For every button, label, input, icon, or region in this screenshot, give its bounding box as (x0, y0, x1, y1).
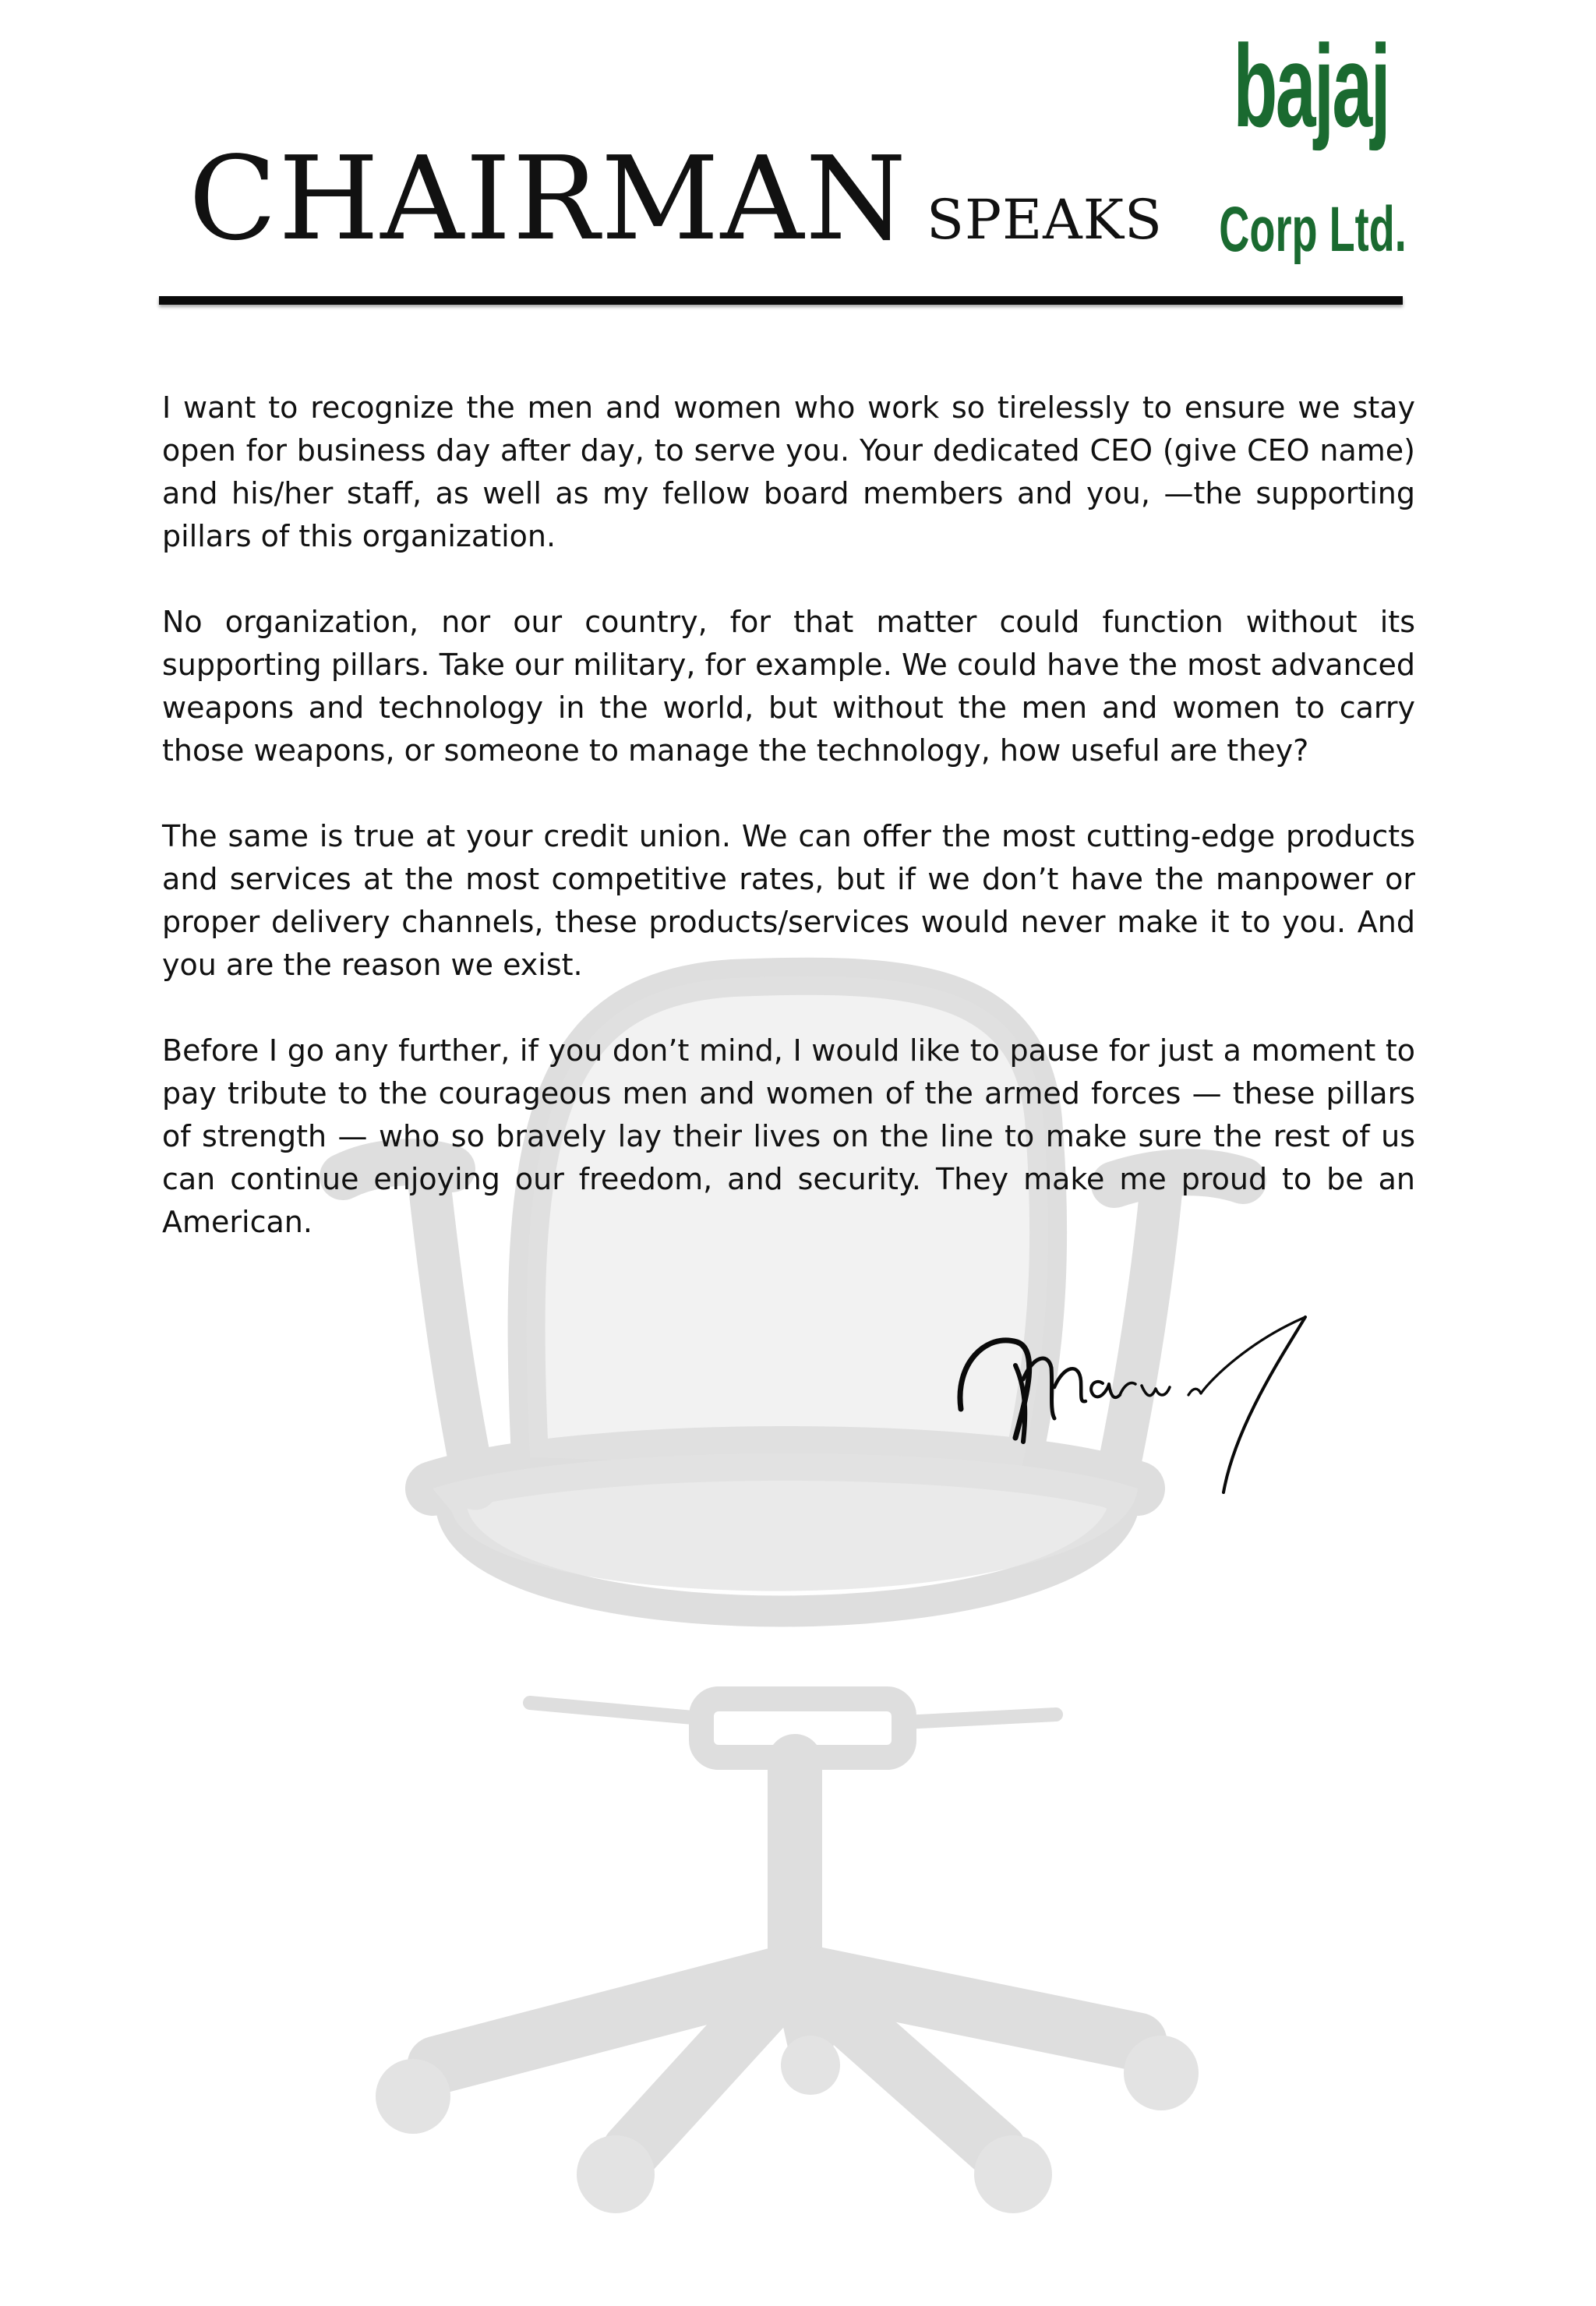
paragraph: No organization, nor our country, for that matter could function without its supporting pillars. Take our military, for example. We could have the most advanced weapons and technology in the world, but without the men and women to carry those weapons, or someone to manage the technology, how useful are they? (162, 605, 1415, 768)
logo-subtext: Corp Ltd. (1219, 194, 1407, 265)
company-logo (1196, 20, 1407, 265)
paragraph: The same is true at your credit union. We can offer the most cutting-edge products and services at the most competitive rates, but if we don’t have the manpower or proper delivery channels, these products/services would never make it to you. And you are the reason we exist. (162, 819, 1415, 982)
title-main: CHAIRMAN (189, 132, 909, 266)
page-title (189, 132, 1163, 266)
signature-icon (955, 1309, 1360, 1496)
header-divider (159, 296, 1403, 305)
logo-wordmark: bajaj (1233, 20, 1389, 151)
letter-body (162, 387, 1415, 1287)
title-sub: SPEAKS (927, 188, 1163, 252)
paragraph: Before I go any further, if you don’t mind, I would like to pause for just a moment to pay tribute to the courageous men and women of the armed forces — these pillars of strength — who so bravely lay their lives on the line to make sure the rest of us can continue enjoying our freedom, and security. They make me proud to be an American. (162, 1033, 1415, 1239)
paragraph: I want to recognize the men and women who work so tirelessly to ensure we stay open for business day after day, to serve you. Your dedicated CEO (give CEO name) and his/her staff, as well as my fellow board members and you, —the supporting pillars of this organization. (162, 390, 1415, 553)
